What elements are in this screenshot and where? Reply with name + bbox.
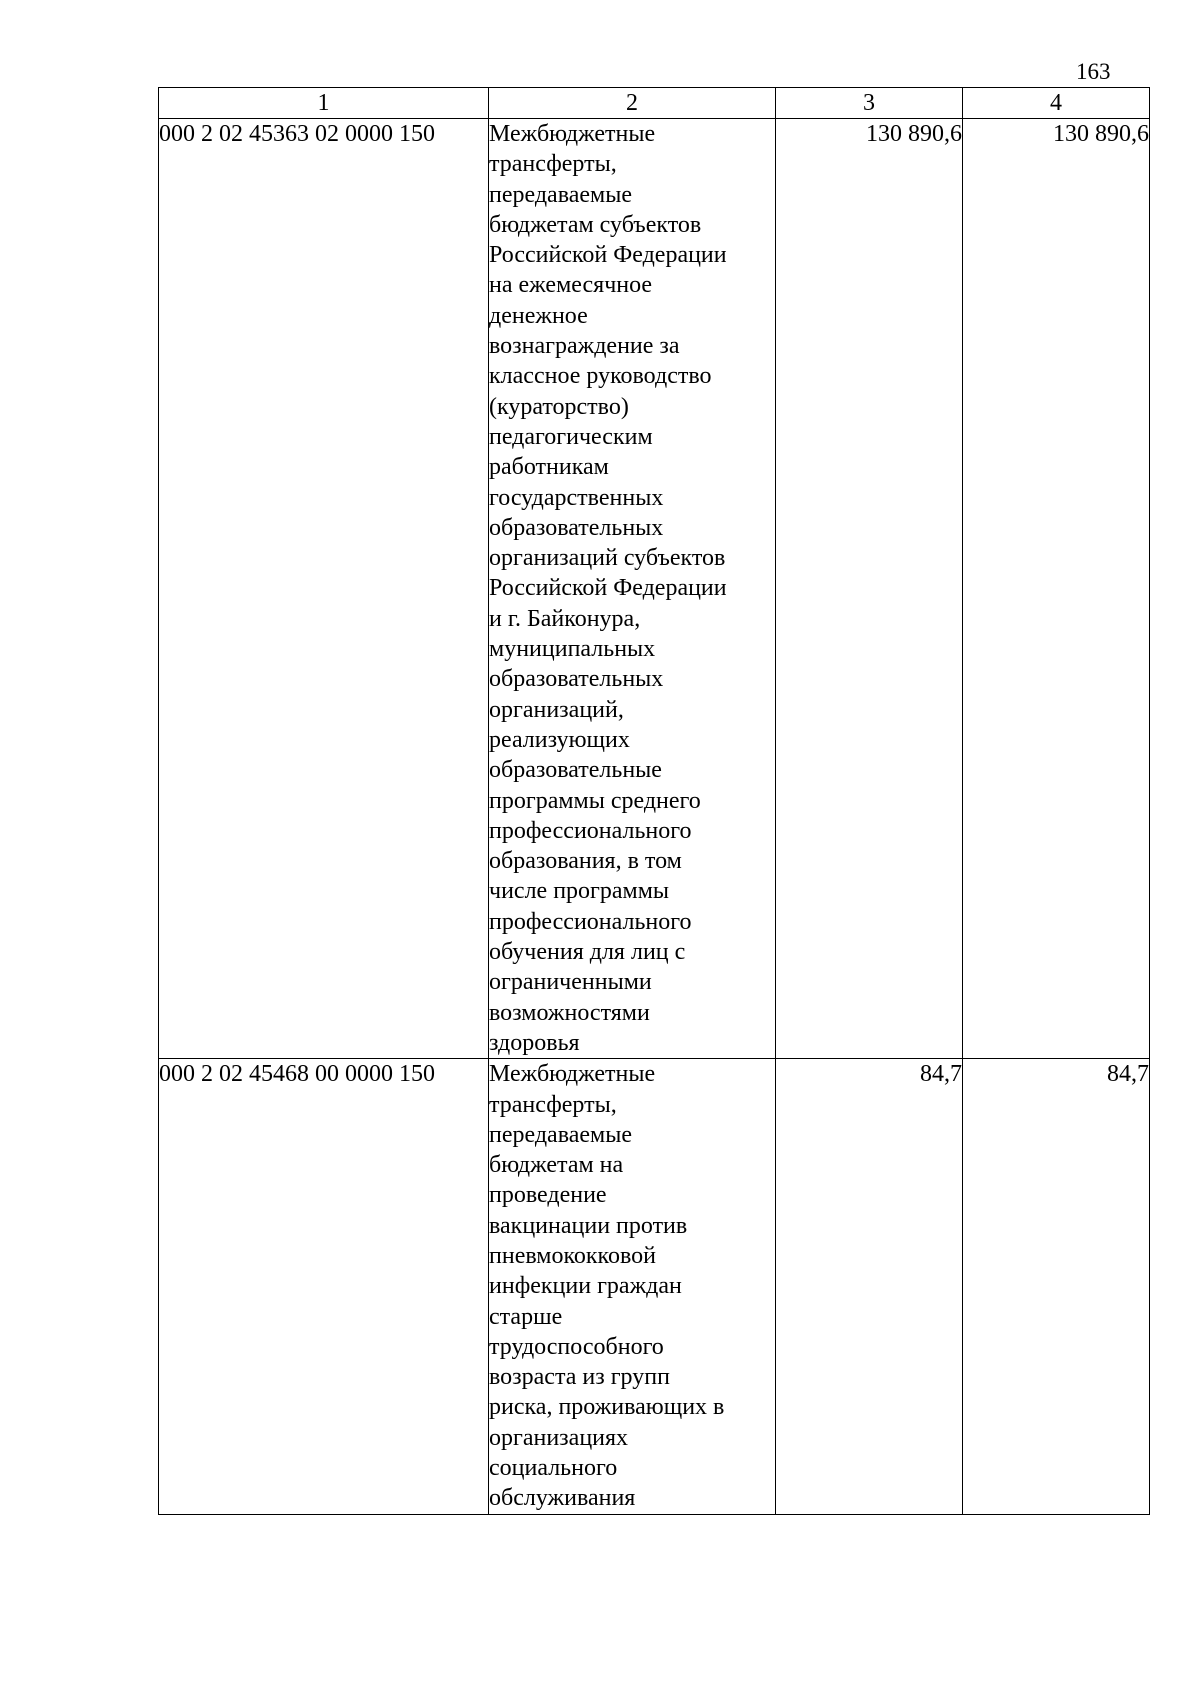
description-line: возраста из групп <box>489 1364 670 1391</box>
description-line: числе программы <box>489 878 670 905</box>
column-header-1: 1 <box>159 88 489 119</box>
column-header-2: 2 <box>489 88 776 119</box>
budget-table <box>158 87 1150 1515</box>
description-line: работникам <box>489 454 609 481</box>
description-line: бюджетам на <box>489 1152 624 1179</box>
amount-col4-cell: 84,7 <box>963 1059 1150 1514</box>
description-line: образовательных <box>489 666 664 693</box>
description-line: риска, проживающих в <box>489 1394 725 1421</box>
description-line: Межбюджетные <box>489 121 656 147</box>
description-cell <box>489 119 776 1059</box>
amount-col4-cell: 130 890,6 <box>963 119 1150 1059</box>
description-line: денежное <box>489 302 588 329</box>
description-line: инфекции граждан <box>489 1273 682 1300</box>
description-line: образования, в том <box>489 848 682 875</box>
budget-code-cell: 000 2 02 45363 02 0000 150 <box>159 119 489 1059</box>
description-line: образовательные <box>489 757 662 784</box>
description-line: трансферты, <box>489 151 617 178</box>
description-line: трудоспособного <box>489 1333 664 1360</box>
description-line: обучения для лиц с <box>489 939 686 966</box>
amount-col3-cell: 84,7 <box>776 1059 963 1514</box>
description-line: и г. Байконура, <box>489 605 641 632</box>
budget-code-cell: 000 2 02 45468 00 0000 150 <box>159 1059 489 1514</box>
amount-col3-cell: 130 890,6 <box>776 119 963 1059</box>
description-line: вознаграждение за <box>489 333 680 360</box>
description-line: возможностями <box>489 999 650 1026</box>
description-line: Межбюджетные <box>489 1061 656 1088</box>
description-line: профессионального <box>489 817 692 844</box>
description-line: на ежемесячное <box>489 272 653 299</box>
description-line: педагогическим <box>489 423 653 450</box>
header-row <box>159 88 1150 119</box>
description-line: классное руководство <box>489 363 712 390</box>
description-line: старше <box>489 1303 563 1330</box>
column-header-3: 3 <box>776 88 963 119</box>
table-row <box>159 1059 1150 1514</box>
description-line: трансферты, <box>489 1091 617 1118</box>
table-row <box>159 119 1150 1059</box>
description-line: проведение <box>489 1182 607 1209</box>
description-line: (кураторство) <box>489 393 629 420</box>
description-line: вакцинации против <box>489 1212 688 1239</box>
description-line: организациях <box>489 1424 629 1451</box>
page-number: 163 <box>1076 59 1111 84</box>
description-line: социального <box>489 1455 618 1482</box>
description-line: муниципальных <box>489 636 656 663</box>
description-line: образовательных <box>489 514 664 541</box>
description-line: передаваемые <box>489 1121 632 1148</box>
description-line: организаций субъектов <box>489 545 726 572</box>
description-line: передаваемые <box>489 181 632 208</box>
description-line: пневмококковой <box>489 1242 657 1269</box>
description-line: профессионального <box>489 908 692 935</box>
description-line: здоровья <box>489 1029 580 1056</box>
description-line: ограниченными <box>489 969 652 996</box>
description-line: обслуживания <box>489 1485 636 1512</box>
description-cell <box>489 1059 776 1514</box>
description-line: реализующих <box>489 726 630 753</box>
description-line: государственных <box>489 484 664 511</box>
description-line: программы среднего <box>489 787 701 814</box>
description-line: бюджетам субъектов <box>489 211 702 238</box>
description-line: Российской Федерации <box>489 575 727 602</box>
description-line: организаций, <box>489 696 624 723</box>
table-body <box>159 119 1150 1515</box>
column-header-4: 4 <box>963 88 1150 119</box>
description-line: Российской Федерации <box>489 242 727 269</box>
